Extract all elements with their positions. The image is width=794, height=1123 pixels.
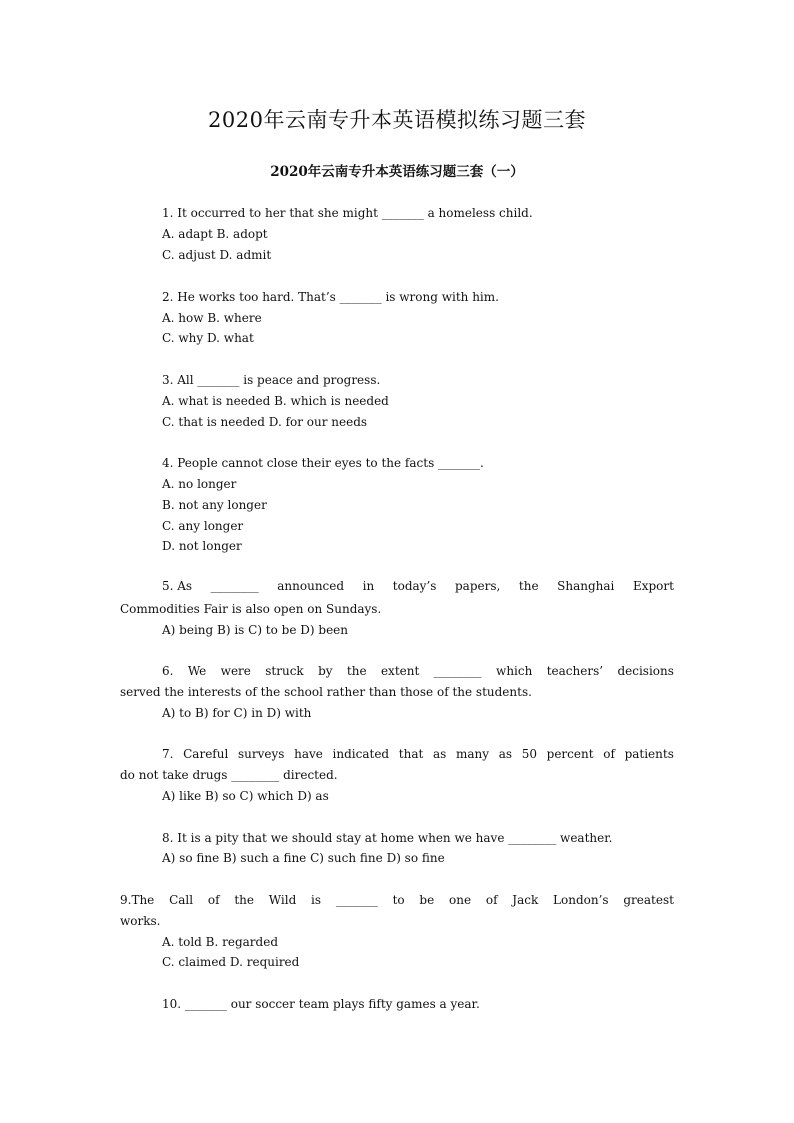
word: indicated — [332, 747, 390, 761]
word: greatest — [623, 893, 674, 907]
word: Shanghai — [557, 579, 615, 593]
word: struck — [265, 664, 304, 678]
word: ________ — [210, 579, 259, 593]
question-5-options: A) being B) is C) to be D) been — [162, 623, 348, 637]
question-1-stem: 1. It occurred to her that she might _______ a homeless child. — [162, 206, 533, 220]
question-2-options-cd: C. why D. what — [162, 331, 254, 345]
word: Jack — [512, 893, 539, 907]
word: be — [419, 893, 435, 907]
word: papers, — [455, 579, 501, 593]
question-4-option-b: B. not any longer — [162, 498, 267, 512]
word: announced — [277, 579, 345, 593]
question-6-options: A) to B) for C) in D) with — [162, 706, 312, 720]
word: extent — [380, 664, 420, 678]
question-4-option-c: C. any longer — [162, 519, 244, 533]
word: London’s — [553, 893, 609, 907]
question-8-stem: 8. It is a pity that we should stay at home when we have ________ weather. — [162, 831, 613, 845]
word: teachers’ — [546, 664, 604, 678]
word: 7. — [162, 747, 174, 761]
word: to — [392, 893, 405, 907]
word: have — [294, 747, 323, 761]
word: by — [318, 664, 333, 678]
word: 50 — [521, 747, 537, 761]
word: as — [498, 747, 513, 761]
word: of — [603, 747, 615, 761]
question-3-options-cd: C. that is needed D. for our needs — [162, 415, 368, 429]
question-3-stem: 3. All _______ is peace and progress. — [162, 373, 381, 387]
word: the — [346, 664, 367, 678]
question-9-continuation: works. — [120, 914, 161, 928]
question-7-options: A) like B) so C) which D) as — [162, 789, 329, 803]
word: 5. As — [162, 579, 193, 593]
question-10-stem: 10. _______ our soccer team plays fifty games a year. — [162, 997, 480, 1011]
word: 6. — [162, 664, 174, 678]
question-9-options-cd: C. claimed D. required — [162, 955, 300, 969]
question-4-stem: 4. People cannot close their eyes to the facts _______. — [162, 456, 484, 470]
question-6-continuation: served the interests of the school rather than those of the students. — [120, 685, 532, 699]
word: one — [449, 893, 472, 907]
word: which — [496, 664, 533, 678]
word: many — [455, 747, 490, 761]
word: the — [518, 579, 539, 593]
word: the — [234, 893, 254, 907]
question-8-options: A) so fine B) such a fine C) such fine D) so fine — [162, 851, 445, 865]
word: surveys — [237, 747, 285, 761]
question-7-stem — [162, 746, 674, 762]
word: percent — [546, 747, 594, 761]
question-3-options-ab: A. what is needed B. which is needed — [162, 394, 389, 408]
word: Careful — [183, 747, 229, 761]
question-5-stem — [162, 578, 674, 594]
word: decisions — [617, 664, 674, 678]
question-4-option-d: D. not longer — [162, 539, 242, 553]
word: Wild — [268, 893, 297, 907]
word: We — [187, 664, 207, 678]
question-7-continuation: do not take drugs ________ directed. — [120, 768, 338, 782]
word: _______ — [335, 893, 378, 907]
question-5-continuation: Commodities Fair is also open on Sundays. — [120, 602, 382, 616]
question-1-options-cd: C. adjust D. admit — [162, 248, 272, 262]
word: ________ — [433, 664, 482, 678]
word: Call — [169, 893, 194, 907]
word: were — [220, 664, 251, 678]
word: is — [311, 893, 322, 907]
word: in — [362, 579, 375, 593]
word: as — [433, 747, 447, 761]
question-6-stem — [162, 663, 674, 679]
word: that — [398, 747, 424, 761]
word: Export — [632, 579, 674, 593]
question-1-options-ab: A. adapt B. adopt — [162, 227, 268, 241]
question-4-option-a: A. no longer — [162, 477, 237, 491]
question-2-options-ab: A. how B. where — [162, 311, 262, 325]
word: of — [207, 893, 220, 907]
word: patients — [624, 747, 674, 761]
question-9-stem — [120, 892, 674, 908]
word: of — [485, 893, 498, 907]
question-2-stem: 2. He works too hard. That’s _______ is wrong with him. — [162, 290, 499, 304]
page-title: 2020年云南专升本英语模拟练习题三套 — [208, 108, 586, 132]
section-subtitle: 2020年云南专升本英语练习题三套（一） — [270, 164, 524, 180]
question-9-options-ab: A. told B. regarded — [162, 935, 278, 949]
word: 9.The — [120, 893, 155, 907]
word: today’s — [392, 579, 437, 593]
